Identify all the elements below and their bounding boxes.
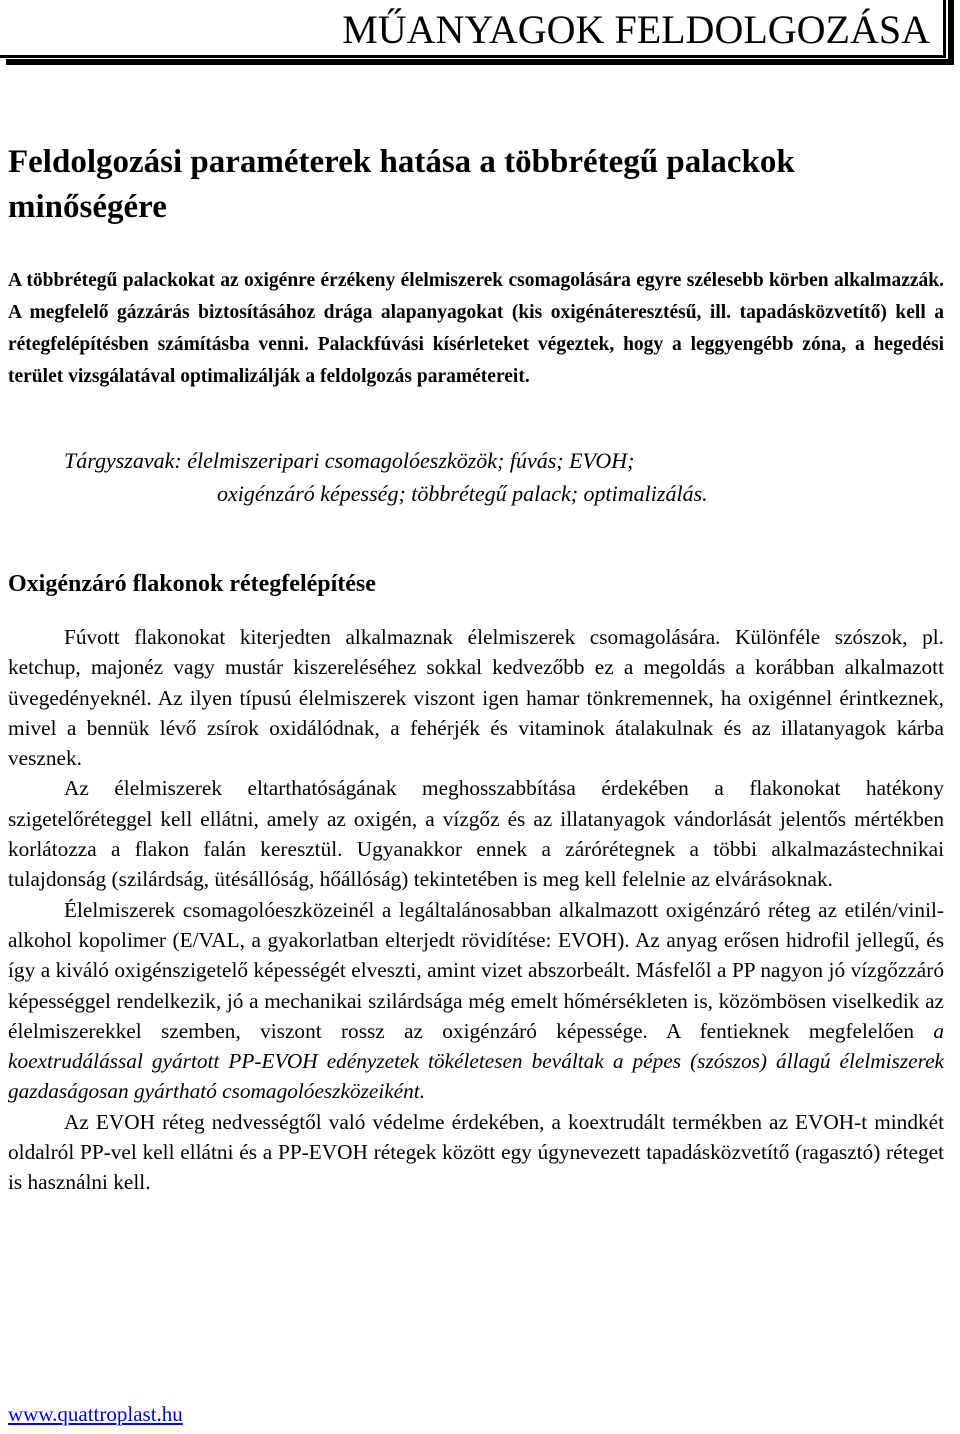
- page-header: [0, 0, 960, 62]
- paragraph-3-emphasis: a koextrudálással gyártott PP-EVOH edényzetek tökéletesen beváltak a pépes (szószos) állagú élelmiszerek gazdaságosan gyártható csomagolóeszközeiként.: [8, 1018, 944, 1104]
- article-abstract: A többrétegű palackokat az oxigénre érzékeny élelmiszerek csomagolására egyre szélesebb körben alkalmazzák. A megfelelő gázzárás biztosításához drága alapanyagokat (kis oxigénáteresztésű, ill. tapadásközvetítő) kell a rétegfelépítésben számításba venni. Palackfúvási kísérleteket végeztek, hogy a leggyengébb zóna, a hegedési terület vizsgálatával optimalizálják a feldolgozás paramétereit.: [8, 270, 944, 387]
- header-shadow-right: [948, 0, 954, 65]
- footer-website-link[interactable]: www.quattroplast.hu: [8, 1402, 183, 1426]
- header-rule-vertical: [943, 0, 946, 58]
- header-shadow-bottom: [6, 59, 952, 65]
- keywords: [64, 444, 924, 510]
- keywords-line-1: Tárgyszavak: élelmiszeripari csomagolóeszközök; fúvás; EVOH;: [64, 448, 635, 473]
- paragraph-2: Az élelmiszerek eltarthatóságának meghosszabbítása érdekében a flakonokat hatékony szigetelőréteggel kell ellátni, amely az oxigén, a vízgőz és az illatanyagok vándorlását jelentős mértékben korlátozza a flakon falán keresztül. Ugyanakkor ennek a zárórétegnek a többi alkalmazástechnikai tulajdonság (szilárdság, ütésállóság, hőállóság) tekintetében is meg kell felelnie az elvárásoknak.: [8, 776, 944, 892]
- section-body: [8, 622, 944, 1198]
- article-title: Feldolgozási paraméterek hatása a többrétegű palackok minőségére: [8, 144, 795, 225]
- header-rule: [0, 55, 946, 58]
- section-title: Oxigénzáró flakonok rétegfelépítése: [8, 571, 376, 597]
- paragraph-4: Az EVOH réteg nedvességtől való védelme érdekében, a koextrudált termékben az EVOH-t mindkét oldalról PP-vel kell ellátni és a PP-EVOH rétegek között egy úgynevezett tapadásközvetítő (ragasztó) réteget is használni kell.: [8, 1109, 944, 1195]
- paragraph-3-text: Élelmiszerek csomagolóeszközeinél a legáltalánosabban alkalmazott oxigénzáró réteg az etilén/vinil-alkohol kopolimer (E/VAL, a gyakorlatban elterjedt rövidítése: EVOH). Az anyag erősen hidrofil jellegű, és így a kiváló oxigénszigetelő képességét elveszti, amint vizet abszorbeált. Másfelől a PP nagyon jó vízgőzzáró képességgel rendelkezik, jó a mechanikai szilárdsága még emelt hőmérsékleten is, közömbösen viselkedik az élelmiszerekkel szemben, viszont rossz az oxigénzáró képessége. A fentieknek megfelelően: [8, 897, 944, 1043]
- paragraph-1: Fúvott flakonokat kiterjedten alkalmaznak élelmiszerek csomagolására. Különféle szószok, pl. ketchup, majonéz vagy mustár kiszereléséhez sokkal kedvezőbb ez a megoldás a korábban alkalmazott üvegedényeknél. Az ilyen típusú élelmiszerek viszont igen hamar tönkremennek, ha oxigénnel érintkeznek, mivel a bennük lévő zsírok oxidálódnak, a fehérjék és vitaminok átalakulnak és az illatanyagok kárba vesznek.: [8, 625, 944, 771]
- header-title: MŰANYAGOK FELDOLGOZÁSA: [342, 7, 930, 52]
- paragraph-3: [8, 895, 944, 1107]
- keywords-line-2: oxigénzáró képesség; többrétegű palack; optimalizálás.: [217, 481, 708, 506]
